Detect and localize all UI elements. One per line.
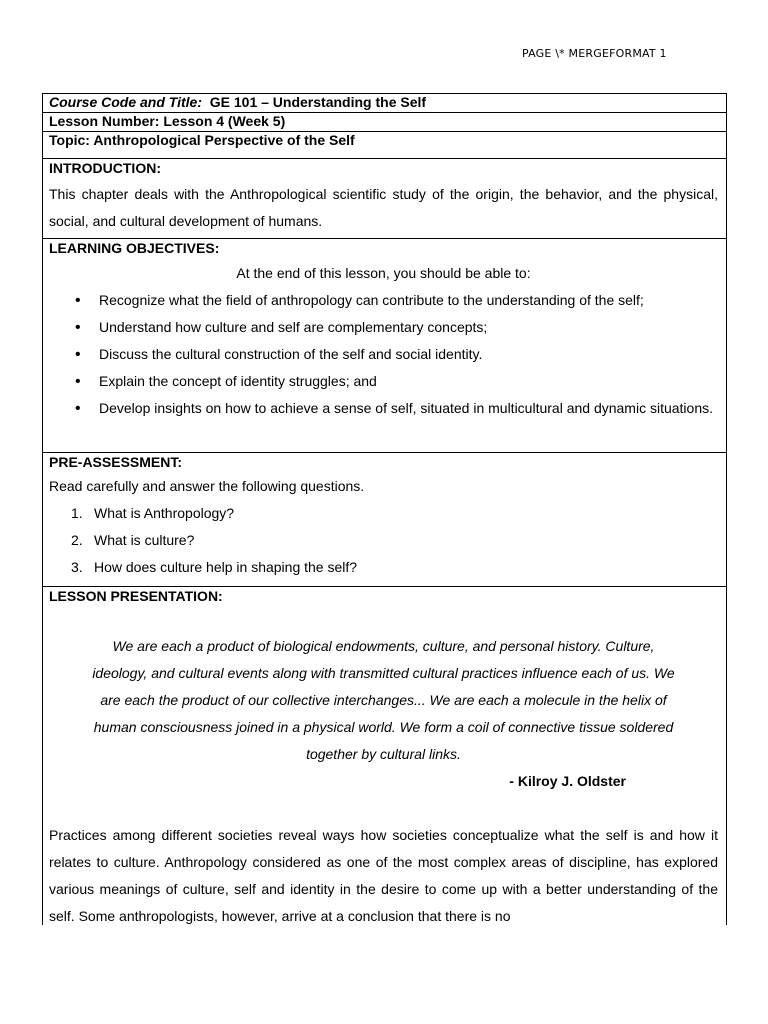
topic-row (43, 132, 726, 159)
course-value: GE 101 – Understanding the Self (209, 94, 427, 110)
pre-assessment-heading: PRE-ASSESSMENT: (49, 454, 183, 470)
objectives-heading: LEARNING OBJECTIVES: (49, 240, 220, 256)
question-list (49, 500, 718, 581)
pre-assessment-section (43, 453, 726, 587)
list-item: 1. What is Anthropology? (71, 505, 235, 521)
page-header: PAGE \* MERGEFORMAT 1 (522, 47, 667, 60)
pre-assessment-instruction: Read carefully and answer the following questions. (49, 478, 365, 494)
list-item: 3. How does culture help in shaping the self? (71, 559, 358, 575)
lesson-presentation-heading: LESSON PRESENTATION: (49, 588, 223, 604)
list-item: • Develop insights on how to achieve a sense of self, situated in multicultural and dynamic situations. (99, 395, 718, 422)
introduction-text: This chapter deals with the Anthropological scientific study of the origin, the behavior, and the physical, social, and cultural development of humans. (49, 186, 718, 229)
lesson-number-row (43, 113, 726, 132)
topic: Topic: Anthropological Perspective of the Self (49, 132, 355, 148)
objectives-list (49, 287, 718, 422)
lesson-paragraph: Practices among different societies reveal ways how societies conceptualize what the self is and how it relates to culture. Anthropology considered as one of the most complex areas of discipline, has explored various meanings of culture, self and identity in the desire to come up with a better understanding of the self. Some anthropologists, however, arrive at a conclusion that there is no (49, 827, 718, 924)
list-item: • Explain the concept of identity struggles; and (99, 368, 718, 395)
list-item: • Discuss the cultural construction of the self and social identity. (99, 341, 718, 368)
lesson-presentation-section (43, 587, 726, 925)
list-item: • Recognize what the field of anthropology can contribute to the understanding of the self; (99, 287, 718, 314)
quote-text: We are each a product of biological endowments, culture, and personal history. Culture, ideology, and cultural events along with transmitted cultural practices influence each of us. We are each the product of our collective interchanges... We are each a molecule in the helix of human consciousness joined in a physical world. We form a coil of connective tissue soldered together by cultural links. (92, 638, 675, 762)
course-row (43, 94, 726, 113)
objectives-section (43, 239, 726, 453)
quote-author: - Kilroy J. Oldster (509, 773, 626, 789)
lesson-table (42, 93, 727, 925)
lesson-number: Lesson Number: Lesson 4 (Week 5) (49, 113, 286, 129)
list-item: 2. What is culture? (71, 532, 195, 548)
introduction-section (43, 159, 726, 239)
course-label: Course Code and Title: (49, 94, 202, 110)
list-item: • Understand how culture and self are complementary concepts; (99, 314, 718, 341)
introduction-heading: INTRODUCTION: (49, 160, 161, 176)
objectives-lead: At the end of this lesson, you should be able to: (236, 265, 531, 281)
